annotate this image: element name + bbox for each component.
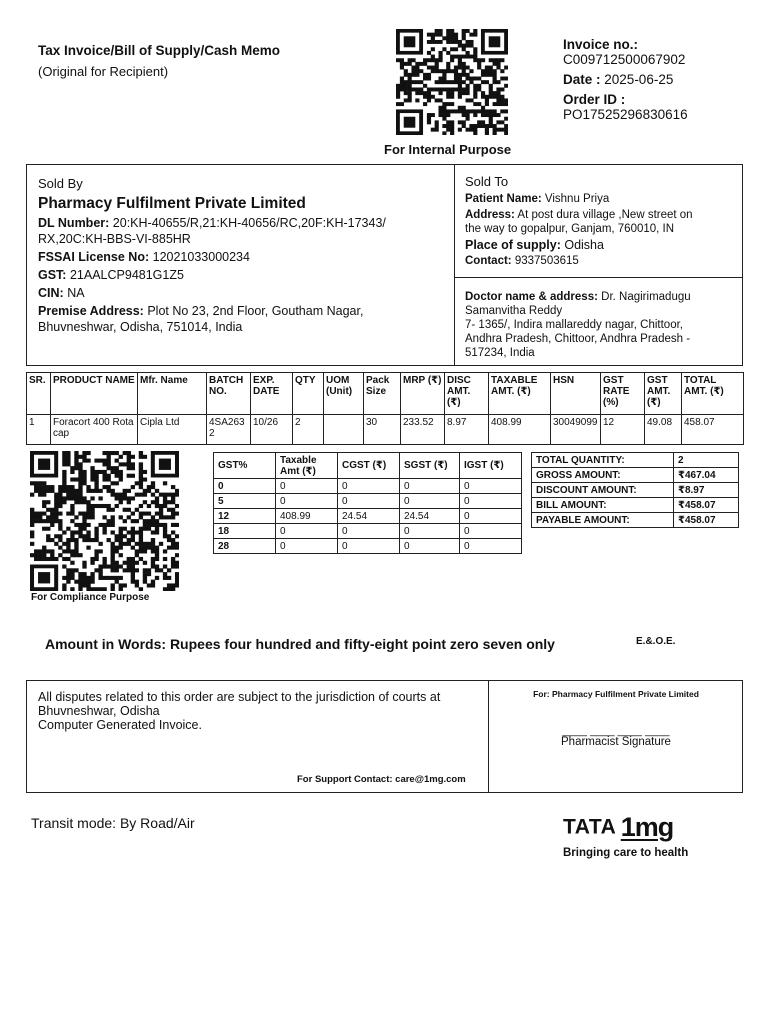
tata-1mg-logo (563, 812, 673, 842)
patient-value: Vishnu Priya (544, 193, 610, 205)
doctor-line1: Dr. Nagirimadugu (601, 291, 691, 303)
items-cell: 2 (293, 415, 324, 445)
contact-label: Contact: (465, 255, 512, 267)
items-header-cell: MRP (₹) (401, 373, 445, 415)
order-id: PO17525296830616 (563, 107, 688, 122)
internal-qr-code (396, 29, 508, 135)
address-line2: the way to gopalpur, Ganjam, 760010, IN (465, 223, 675, 235)
table-row (27, 415, 744, 445)
brand-tagline: Bringing care to health (563, 847, 689, 859)
transit-mode: Transit mode: By Road/Air (31, 815, 195, 831)
items-cell: Cipla Ltd (138, 415, 207, 445)
items-cell: 12 (601, 415, 645, 445)
gst-cell: 0 (276, 494, 338, 509)
doctor-divider (454, 277, 743, 278)
items-header-cell: TOTAL AMT. (₹) (682, 373, 744, 415)
doctor-line3: 7- 1365/, Indira mallareddy nagar, Chittoor, (465, 319, 683, 331)
seller-company-name: Pharmacy Fulfilment Private Limited (38, 195, 306, 212)
dl-number (38, 215, 448, 247)
totals-row (532, 483, 739, 498)
invoice-subtitle: (Original for Recipient) (38, 64, 169, 79)
items-header-cell: SR. (27, 373, 51, 415)
invoice-date (563, 72, 673, 87)
gst-summary-table (213, 452, 522, 554)
cin-value: NA (67, 286, 85, 300)
fssai-label: FSSAI License No: (38, 250, 150, 264)
totals-label: DISCOUNT AMOUNT: (532, 483, 674, 498)
table-row (214, 479, 522, 494)
items-header-cell: EXP. DATE (251, 373, 293, 415)
items-cell: 4SA2632 (207, 415, 251, 445)
patient-label: Patient Name: (465, 193, 542, 205)
items-header-cell: UOM (Unit) (324, 373, 364, 415)
compliance-caption: For Compliance Purpose (31, 592, 150, 603)
dispute-line2: Bhuvneshwar, Odisha (38, 704, 160, 718)
gst-cell: 18 (214, 524, 276, 539)
dl-line2: RX,20C:KH-BBS-VI-885HR (38, 232, 191, 246)
gst-cell: 24.54 (338, 509, 400, 524)
support-contact: For Support Contact: care@1mg.com (297, 774, 466, 785)
gst-cell: 5 (214, 494, 276, 509)
onemg-wordmark: 1mg (620, 812, 674, 842)
table-row (214, 509, 522, 524)
sold-by-section (38, 176, 448, 335)
patient-name (465, 192, 737, 206)
patient-contact (465, 254, 737, 268)
seller-cin (38, 285, 448, 301)
table-row (214, 494, 522, 509)
items-header-cell: DISC AMT. (₹) (445, 373, 489, 415)
gst-cell: 0 (460, 509, 522, 524)
items-cell: 8.97 (445, 415, 489, 445)
cin-label: CIN: (38, 286, 64, 300)
table-row (214, 539, 522, 554)
pharmacist-signature-label: Pharmacist Signature (561, 736, 671, 748)
gst-label: GST: (38, 268, 67, 282)
gst-cell: 0 (276, 524, 338, 539)
gst-value: 21AALCP9481G1Z5 (69, 268, 184, 282)
totals-value: ₹467.04 (674, 468, 739, 483)
dispute-line1: All disputes related to this order are subject to the jurisdiction of courts at (38, 690, 441, 704)
gst-cell: 0 (460, 539, 522, 554)
items-header-cell: Pack Size (364, 373, 401, 415)
totals-row (532, 468, 739, 483)
premise-line1: Plot No 23, 2nd Floor, Goutham Nagar, (147, 304, 364, 318)
doctor-line4: Andhra Pradesh, Chittoor, Andhra Pradesh - (465, 333, 691, 345)
dispute-line3: Computer Generated Invoice. (38, 718, 202, 732)
items-cell: 233.52 (401, 415, 445, 445)
items-header-cell: QTY (293, 373, 324, 415)
place-label: Place of supply: (465, 238, 561, 252)
items-table (26, 372, 744, 445)
for-company: For: Pharmacy Fulfilment Private Limited (533, 689, 699, 699)
sold-by-heading: Sold By (38, 176, 83, 191)
doctor-line5: 517234, India (465, 347, 535, 359)
fssai-license (38, 249, 448, 265)
gst-cell: 0 (460, 479, 522, 494)
gst-header-cell: Taxable Amt (₹) (276, 453, 338, 479)
totals-label: TOTAL QUANTITY: (532, 453, 674, 468)
items-cell: 10/26 (251, 415, 293, 445)
gst-header-cell: GST% (214, 453, 276, 479)
items-header-cell: TAXABLE AMT. (₹) (489, 373, 551, 415)
place-of-supply (465, 238, 737, 252)
gst-header-cell: SGST (₹) (400, 453, 460, 479)
doctor-line2: Samanvitha Reddy (465, 305, 563, 317)
invoice-title: Tax Invoice/Bill of Supply/Cash Memo (38, 43, 281, 58)
totals-value: 2 (674, 453, 739, 468)
gst-cell: 408.99 (276, 509, 338, 524)
totals-row (532, 498, 739, 513)
gst-cell: 0 (276, 539, 338, 554)
place-value: Odisha (564, 238, 604, 252)
invoice-no-label: Invoice no.: (563, 37, 639, 52)
dl-line1: 20:KH-40655/R,21:KH-40656/RC,20F:KH-17343/ (112, 216, 386, 230)
gst-header-cell: CGST (₹) (338, 453, 400, 479)
date-label: Date : (563, 72, 601, 87)
totals-row (532, 513, 739, 528)
gst-cell: 0 (460, 494, 522, 509)
doctor-details (465, 290, 740, 360)
gst-cell: 0 (214, 479, 276, 494)
order-id-label: Order ID : (563, 92, 626, 107)
gst-cell: 24.54 (400, 509, 460, 524)
signature-line: ____ ____ ____ ____ (562, 725, 670, 737)
items-header-cell: GST RATE (%) (601, 373, 645, 415)
totals-label: BILL AMOUNT: (532, 498, 674, 513)
totals-value: ₹8.97 (674, 483, 739, 498)
gst-cell: 0 (338, 479, 400, 494)
items-cell: 30 (364, 415, 401, 445)
totals-table (531, 452, 739, 528)
internal-caption: For Internal Purpose (384, 142, 512, 157)
items-header-cell: GST AMT. (₹) (645, 373, 682, 415)
totals-label: PAYABLE AMOUNT: (532, 513, 674, 528)
sold-to-section (465, 174, 737, 268)
invoice-no: C009712500067902 (563, 52, 686, 67)
gst-cell: 0 (460, 524, 522, 539)
sold-to-heading: Sold To (465, 174, 509, 189)
table-row (214, 524, 522, 539)
date-value: 2025-06-25 (604, 72, 674, 87)
address-label: Address: (465, 209, 515, 221)
amount-in-words: Amount in Words: Rupees four hundred and fifty-eight point zero seven only (45, 636, 555, 652)
totals-value: ₹458.07 (674, 498, 739, 513)
items-header-cell: PRODUCT NAME (51, 373, 138, 415)
totals-label: GROSS AMOUNT: (532, 468, 674, 483)
gst-cell: 12 (214, 509, 276, 524)
premise-address (38, 303, 448, 335)
items-cell: 49.08 (645, 415, 682, 445)
doctor-label: Doctor name & address: (465, 291, 598, 303)
items-header-cell: Mfr. Name (138, 373, 207, 415)
seller-gst (38, 267, 448, 283)
gst-cell: 0 (400, 539, 460, 554)
items-cell (324, 415, 364, 445)
fssai-value: 12021033000234 (152, 250, 250, 264)
gst-header-row (214, 453, 522, 479)
items-cell: 458.07 (682, 415, 744, 445)
gst-cell: 0 (400, 479, 460, 494)
gst-cell: 28 (214, 539, 276, 554)
compliance-qr-code (30, 451, 179, 591)
items-cell: 408.99 (489, 415, 551, 445)
contact-value: 9337503615 (514, 255, 579, 267)
address-line1: At post dura village ,New street on (517, 209, 693, 221)
items-header-cell: BATCH NO. (207, 373, 251, 415)
dl-label: DL Number: (38, 216, 110, 230)
tata-wordmark: TATA (563, 815, 617, 839)
gst-cell: 0 (400, 524, 460, 539)
gst-cell: 0 (276, 479, 338, 494)
totals-value: ₹458.07 (674, 513, 739, 528)
gst-header-cell: IGST (₹) (460, 453, 522, 479)
items-header-row (27, 373, 744, 415)
premise-line2: Bhuvneshwar, Odisha, 751014, India (38, 320, 243, 334)
eoe-note: E.&.O.E. (636, 636, 676, 647)
items-header-cell: HSN (551, 373, 601, 415)
patient-address (465, 208, 737, 236)
items-cell: Foracort 400 Rotacap (51, 415, 138, 445)
gst-cell: 0 (338, 494, 400, 509)
premise-label: Premise Address: (38, 304, 144, 318)
totals-row (532, 453, 739, 468)
gst-cell: 0 (338, 539, 400, 554)
items-cell: 30049099 (551, 415, 601, 445)
items-cell: 1 (27, 415, 51, 445)
gst-cell: 0 (400, 494, 460, 509)
party-divider (454, 164, 455, 366)
dispute-notice (38, 690, 483, 732)
gst-cell: 0 (338, 524, 400, 539)
